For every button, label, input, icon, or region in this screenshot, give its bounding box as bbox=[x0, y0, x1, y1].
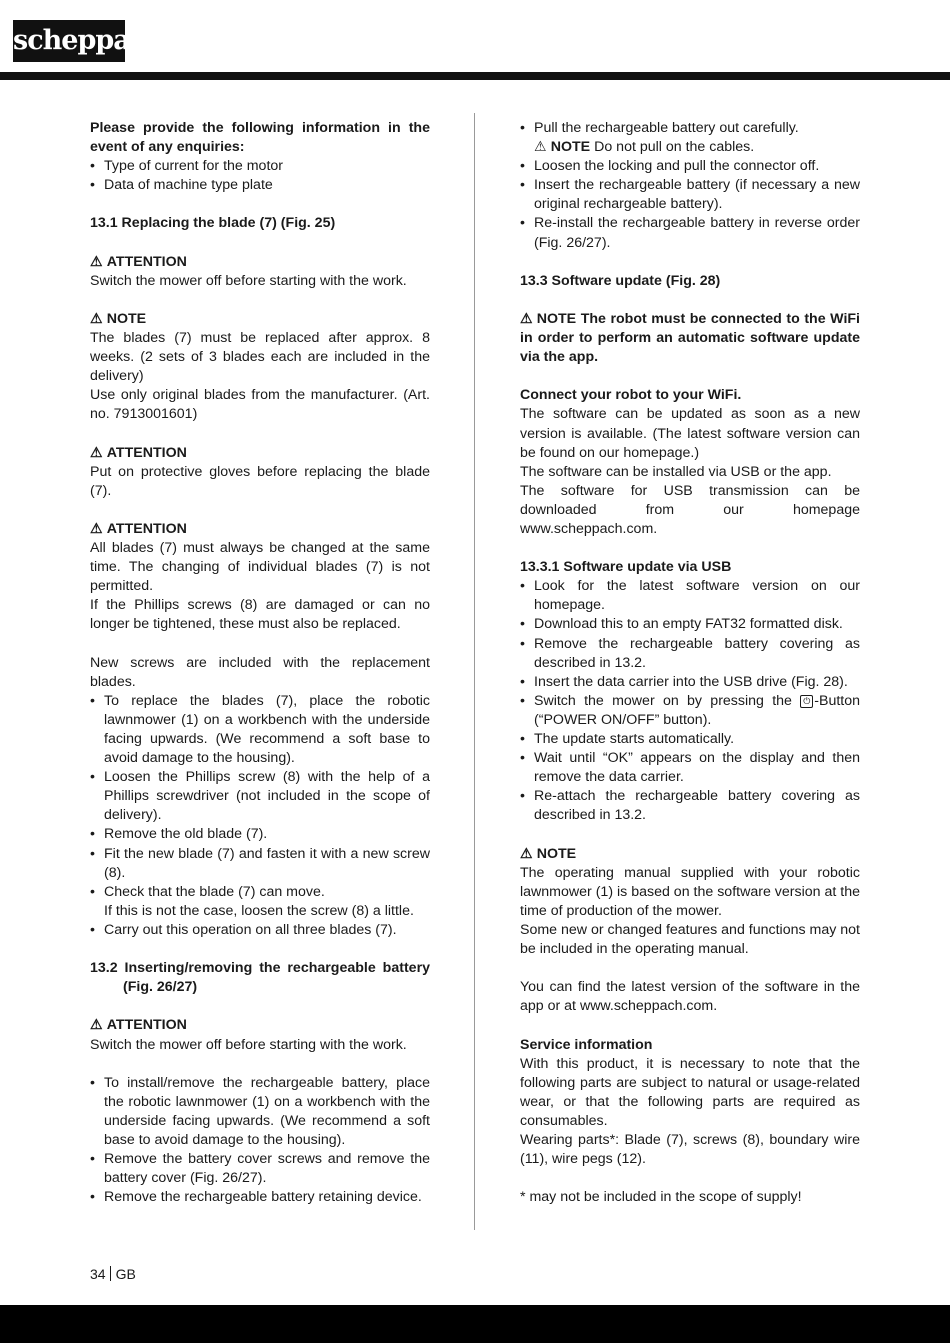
header-rule bbox=[0, 72, 950, 80]
list-item-continuation: If this is not the case, loosen the screw (8) a little. bbox=[104, 902, 414, 919]
page-footer bbox=[90, 1265, 136, 1283]
list-item: • Wait until “OK” appears on the display and then remove the data carrier. bbox=[520, 749, 860, 787]
body-text: The software can be installed via USB or the app. bbox=[520, 463, 832, 480]
section-heading-13-2: 13.2 Inserting/removing the rechargeable battery (Fig. 26/27) bbox=[90, 960, 430, 996]
warning-icon: ⚠ bbox=[90, 310, 103, 327]
attention-heading: ⚠ ATTENTION bbox=[90, 1016, 430, 1035]
list-item: • To install/remove the rechargeable battery, place the robotic lawnmower (1) on a workbench with the underside facing upwards. (We recommend a soft base to avoid damage to the housing). bbox=[90, 1074, 430, 1150]
column-divider bbox=[474, 113, 475, 1230]
list-item: • Insert the data carrier into the USB drive (Fig. 28). bbox=[520, 673, 860, 692]
page-number: 34 bbox=[90, 1266, 106, 1282]
list-item: • Insert the rechargeable battery (if necessary a new original rechargeable battery). bbox=[520, 176, 860, 214]
list-item: • Carry out this operation on all three blades (7). bbox=[90, 921, 430, 940]
footnote: * may not be included in the scope of supply! bbox=[520, 1189, 802, 1206]
body-text: The software can be updated as soon as a new version is available. (The latest software version can be found on our homepage.) bbox=[520, 406, 860, 461]
section-heading-13-3-1: 13.3.1 Software update via USB bbox=[520, 559, 732, 576]
warning-icon: ⚠ bbox=[520, 310, 533, 327]
connect-heading: Connect your robot to your WiFi. bbox=[520, 387, 742, 404]
attention-text: All blades (7) must always be changed at the same time. The changing of individual blades (7) is not permitted. bbox=[90, 540, 430, 595]
list-item: • Remove the rechargeable battery covering as described in 13.2. bbox=[520, 635, 860, 673]
list-item: • Data of machine type plate bbox=[90, 176, 430, 195]
body-text: The software for USB transmission can be downloaded from our homepage www.scheppach.com. bbox=[520, 482, 860, 537]
language-code: GB bbox=[115, 1266, 136, 1282]
list-item: • Check that the blade (7) can move. bbox=[90, 883, 430, 902]
warning-icon: ⚠ bbox=[90, 1017, 103, 1034]
footer-bar bbox=[0, 1305, 950, 1343]
warning-icon: ⚠ bbox=[520, 845, 533, 862]
attention-heading: ⚠ ATTENTION bbox=[90, 444, 430, 463]
left-column bbox=[90, 119, 430, 1207]
list-item: • Pull the rechargeable battery out carefully. bbox=[520, 119, 860, 138]
list-item: • Remove the rechargeable battery retaining device. bbox=[90, 1188, 430, 1207]
body-text: With this product, it is necessary to note that the following parts are subject to natural or usage-related wear, or that the following parts are required as consumables. bbox=[520, 1055, 860, 1129]
section-heading-13-3: 13.3 Software update (Fig. 28) bbox=[520, 272, 721, 289]
body-text: New screws are included with the replacement blades. bbox=[90, 654, 430, 690]
note-heading: ⚠ NOTE bbox=[90, 310, 430, 329]
body-text: Wearing parts*: Blade (7), screws (8), boundary wire (11), wire pegs (12). bbox=[520, 1131, 860, 1168]
list-item: • Download this to an empty FAT32 formatted disk. bbox=[520, 615, 860, 634]
enquiry-heading: Please provide the following information in the event of any enquiries: bbox=[90, 120, 430, 156]
attention-text: Put on protective gloves before replacing the blade (7). bbox=[90, 463, 430, 499]
body-text: You can find the latest version of the software in the app or at www.scheppach.com. bbox=[520, 979, 860, 1015]
warning-icon: ⚠ bbox=[90, 444, 103, 461]
list-item: • Loosen the Phillips screw (8) with the help of a Phillips screwdriver (not included in the scope of delivery). bbox=[90, 768, 430, 825]
section-heading-13-1: 13.1 Replacing the blade (7) (Fig. 25) bbox=[90, 215, 336, 232]
note-text: The blades (7) must be replaced after approx. 8 weeks. (2 sets of 3 blades each are included in the delivery) bbox=[90, 330, 430, 385]
list-item: • Remove the battery cover screws and remove the battery cover (Fig. 26/27). bbox=[90, 1150, 430, 1188]
list-item: • Look for the latest software version on our homepage. bbox=[520, 577, 860, 615]
list-item: • The update starts automatically. bbox=[520, 730, 860, 749]
list-item: • Loosen the locking and pull the connector off. bbox=[520, 157, 860, 176]
note-text: Use only original blades from the manufacturer. (Art. no. 7913001601) bbox=[90, 387, 430, 423]
service-heading: Service information bbox=[520, 1036, 653, 1053]
note-text: The operating manual supplied with your robotic lawnmower (1) is based on the software version at the time of production of the mower. bbox=[520, 864, 860, 919]
list-item: • To replace the blades (7), place the robotic lawnmower (1) on a workbench with the underside facing upwards. (We recommend a soft base to avoid damage to the housing). bbox=[90, 692, 430, 768]
attention-text: Switch the mower off before starting with the work. bbox=[90, 272, 407, 289]
scheppach-logo: scheppach bbox=[13, 20, 125, 62]
list-item: • Type of current for the motor bbox=[90, 157, 430, 176]
attention-heading: ⚠ ATTENTION bbox=[90, 253, 430, 272]
note-heading: ⚠ NOTE bbox=[520, 845, 860, 864]
attention-text: If the Phillips screws (8) are damaged or can no longer be tightened, these must also be replaced. bbox=[90, 597, 430, 633]
list-item: • Re-attach the rechargeable battery covering as described in 13.2. bbox=[520, 787, 860, 825]
right-column bbox=[520, 119, 860, 1207]
attention-heading: ⚠ ATTENTION bbox=[90, 520, 430, 539]
attention-text: Switch the mower off before starting with the work. bbox=[90, 1036, 407, 1053]
power-button-icon: ⏻ bbox=[800, 695, 813, 708]
warning-icon: ⚠ bbox=[90, 520, 103, 537]
warning-icon: ⚠ bbox=[534, 139, 547, 156]
inline-note: ⚠ NOTE Do not pull on the cables. bbox=[520, 138, 860, 157]
list-item: • Switch the mower on by pressing the ⏻ -Button (“POWER ON/OFF” button). bbox=[520, 692, 860, 730]
list-item: • Fit the new blade (7) and fasten it with a new screw (8). bbox=[90, 845, 430, 883]
note-text: Some new or changed features and functions may not be included in the operating manual. bbox=[520, 921, 860, 958]
list-item: • Re-install the rechargeable battery in reverse order (Fig. 26/27). bbox=[520, 214, 860, 252]
warning-icon: ⚠ bbox=[90, 253, 103, 270]
list-item: • Remove the old blade (7). bbox=[90, 825, 430, 844]
note-bold: ⚠ NOTE The robot must be connected to the WiFi in order to perform an automatic software update via the app. bbox=[520, 310, 860, 366]
